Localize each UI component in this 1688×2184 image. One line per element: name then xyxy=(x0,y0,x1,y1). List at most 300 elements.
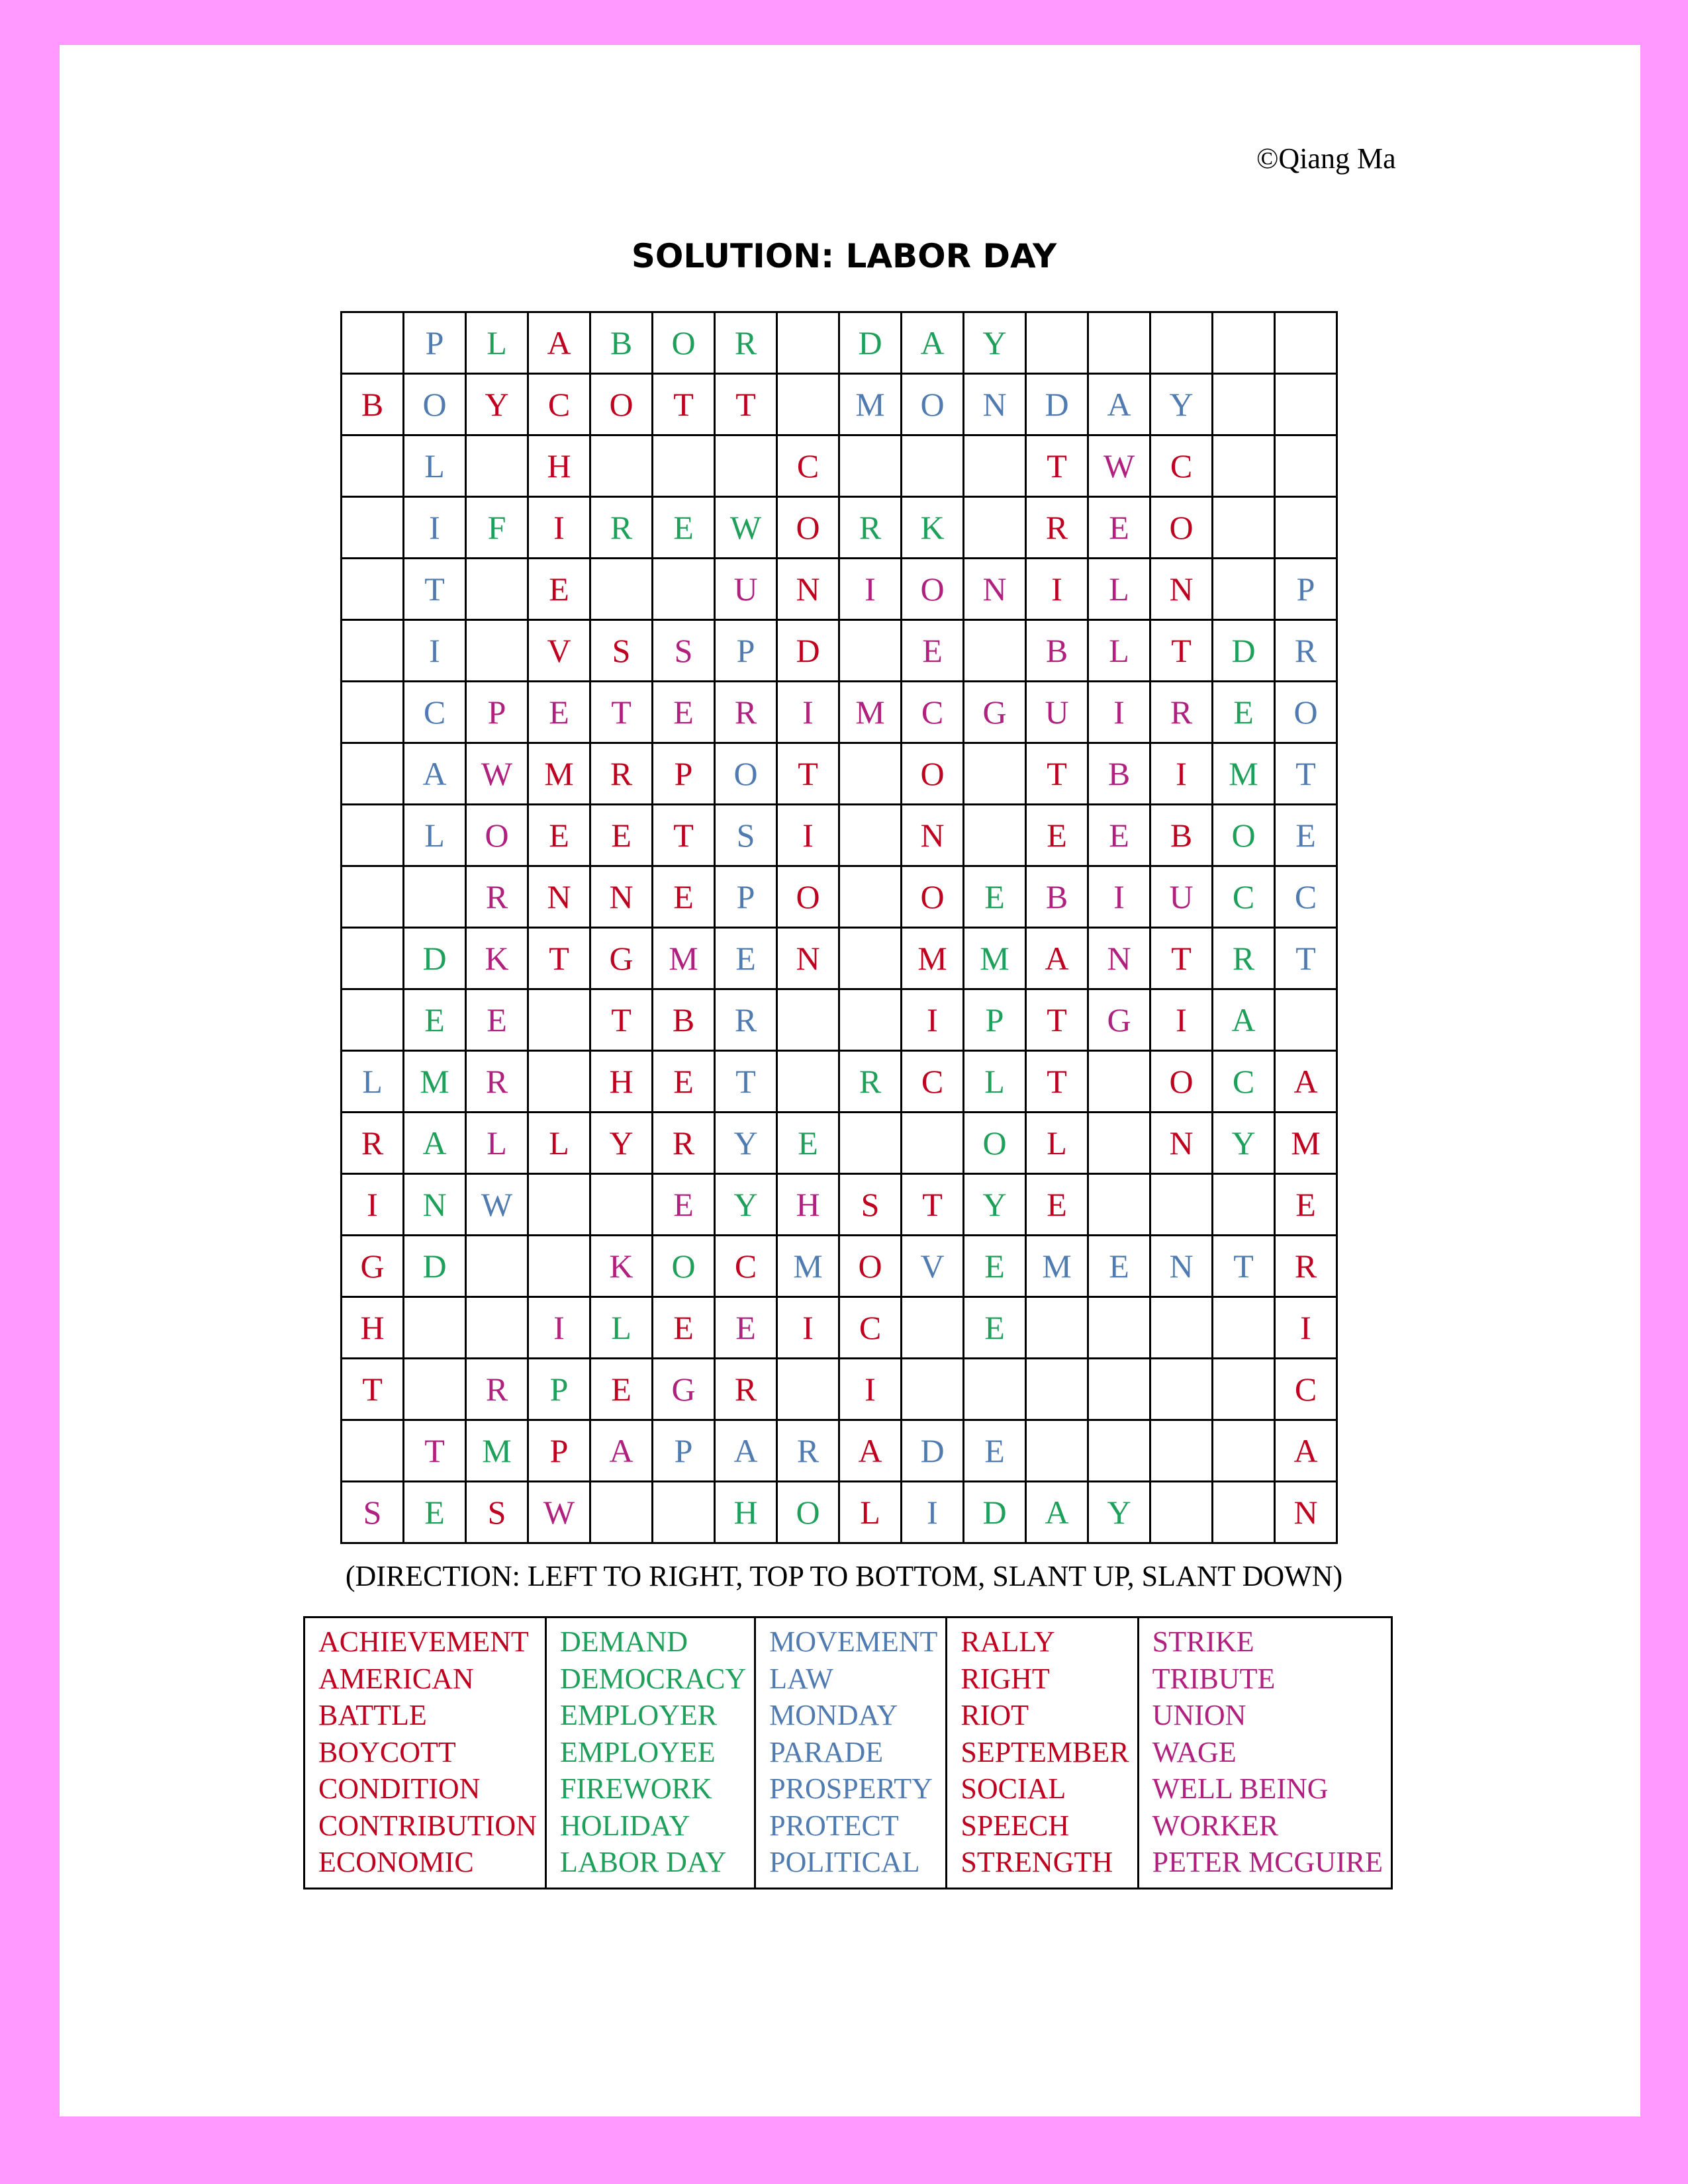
grid-cell: I xyxy=(839,559,902,620)
grid-cell: Y xyxy=(715,1113,777,1174)
grid-cell: E xyxy=(466,989,528,1051)
grid-cell: O xyxy=(902,374,964,435)
grid-cell: E xyxy=(653,682,715,743)
grid-cell xyxy=(964,805,1026,866)
word-list-item: PROTECT xyxy=(769,1809,899,1842)
grid-cell: R xyxy=(1275,620,1337,682)
grid-cell xyxy=(839,620,902,682)
grid-cell: N xyxy=(902,805,964,866)
grid-cell xyxy=(404,866,466,928)
grid-row xyxy=(342,866,1337,928)
grid-cell: O xyxy=(653,1236,715,1297)
word-list-item: SEPTEMBER xyxy=(961,1735,1129,1768)
grid-cell: R xyxy=(715,682,777,743)
grid-cell: W xyxy=(466,1174,528,1236)
word-list-column xyxy=(545,1617,755,1889)
grid-cell: A xyxy=(902,312,964,374)
word-list-item: STRENGTH xyxy=(961,1846,1113,1878)
grid-cell: A xyxy=(1026,928,1088,989)
grid-cell xyxy=(1026,1297,1088,1359)
grid-row xyxy=(342,435,1337,497)
grid-row xyxy=(342,374,1337,435)
grid-cell: W xyxy=(715,497,777,559)
grid-cell: N xyxy=(1275,1482,1337,1543)
grid-cell: C xyxy=(404,682,466,743)
word-list-item: MOVEMENT xyxy=(769,1625,938,1658)
grid-cell: I xyxy=(1275,1297,1337,1359)
grid-cell xyxy=(1213,497,1275,559)
word-list-item: SOCIAL xyxy=(961,1772,1066,1805)
grid-cell: T xyxy=(590,682,653,743)
grid-cell: R xyxy=(715,989,777,1051)
grid-cell: E xyxy=(404,1482,466,1543)
grid-cell: E xyxy=(715,928,777,989)
grid-row xyxy=(342,1482,1337,1543)
grid-cell: D xyxy=(839,312,902,374)
grid-cell: A xyxy=(528,312,590,374)
grid-cell: K xyxy=(902,497,964,559)
grid-cell: I xyxy=(777,1297,839,1359)
grid-cell xyxy=(964,435,1026,497)
grid-cell xyxy=(1275,374,1337,435)
grid-cell: R xyxy=(777,1420,839,1482)
grid-cell: E xyxy=(528,559,590,620)
grid-cell xyxy=(1088,1174,1150,1236)
grid-cell: Y xyxy=(964,312,1026,374)
grid-cell: E xyxy=(964,866,1026,928)
grid-cell: O xyxy=(777,1482,839,1543)
grid-cell: L xyxy=(404,435,466,497)
grid-cell xyxy=(466,435,528,497)
grid-cell: B xyxy=(1150,805,1213,866)
grid-cell: I xyxy=(342,1174,404,1236)
grid-cell: C xyxy=(1275,866,1337,928)
grid-cell xyxy=(777,374,839,435)
grid-cell: O xyxy=(404,374,466,435)
grid-cell: I xyxy=(1150,989,1213,1051)
grid-row xyxy=(342,1359,1337,1420)
grid-cell xyxy=(466,1236,528,1297)
grid-cell: P xyxy=(1275,559,1337,620)
grid-cell xyxy=(1213,1297,1275,1359)
word-list-item: POLITICAL xyxy=(769,1846,920,1878)
grid-row xyxy=(342,1174,1337,1236)
word-list-column xyxy=(1138,1617,1391,1889)
grid-cell: R xyxy=(653,1113,715,1174)
word-list-item: DEMOCRACY xyxy=(559,1662,747,1695)
grid-cell: D xyxy=(404,928,466,989)
word-list-item: CONTRIBUTION xyxy=(318,1809,537,1842)
grid-cell: G xyxy=(964,682,1026,743)
grid-row xyxy=(342,1420,1337,1482)
grid-cell: O xyxy=(653,312,715,374)
grid-cell xyxy=(1088,1051,1150,1113)
word-list-item: UNION xyxy=(1152,1699,1246,1731)
grid-cell xyxy=(342,620,404,682)
grid-cell: T xyxy=(404,1420,466,1482)
grid-cell: I xyxy=(1088,866,1150,928)
grid-cell xyxy=(1275,435,1337,497)
word-list-item: CONDITION xyxy=(318,1772,481,1805)
grid-cell xyxy=(964,497,1026,559)
grid-cell xyxy=(342,435,404,497)
grid-cell: A xyxy=(1088,374,1150,435)
grid-cell xyxy=(342,312,404,374)
word-list-item: FIREWORK xyxy=(559,1772,712,1805)
grid-cell xyxy=(342,989,404,1051)
grid-cell: O xyxy=(902,866,964,928)
grid-cell xyxy=(528,1236,590,1297)
grid-row xyxy=(342,928,1337,989)
grid-cell: N xyxy=(964,559,1026,620)
grid-cell: O xyxy=(1150,497,1213,559)
grid-cell: T xyxy=(342,1359,404,1420)
grid-cell: C xyxy=(1213,1051,1275,1113)
grid-cell: O xyxy=(777,866,839,928)
grid-cell xyxy=(1150,1174,1213,1236)
grid-cell: N xyxy=(1088,928,1150,989)
grid-cell xyxy=(1213,312,1275,374)
grid-cell: A xyxy=(1275,1051,1337,1113)
word-list-column xyxy=(947,1617,1138,1889)
word-list-item: ACHIEVEMENT xyxy=(318,1625,529,1658)
copyright-notice: ©Qiang Ma xyxy=(1256,142,1396,175)
grid-cell xyxy=(342,866,404,928)
grid-cell xyxy=(653,559,715,620)
grid-cell: G xyxy=(1088,989,1150,1051)
grid-cell xyxy=(777,1359,839,1420)
grid-cell: T xyxy=(1026,989,1088,1051)
grid-cell: E xyxy=(1213,682,1275,743)
grid-cell xyxy=(839,435,902,497)
grid-cell: I xyxy=(528,497,590,559)
grid-cell: R xyxy=(1213,928,1275,989)
grid-cell: E xyxy=(964,1236,1026,1297)
word-list-item: SPEECH xyxy=(961,1809,1070,1842)
grid-cell: E xyxy=(528,682,590,743)
grid-cell: H xyxy=(777,1174,839,1236)
grid-cell: H xyxy=(590,1051,653,1113)
grid-cell xyxy=(1088,1297,1150,1359)
grid-cell: T xyxy=(715,374,777,435)
grid-cell: U xyxy=(1026,682,1088,743)
grid-cell: M xyxy=(1026,1236,1088,1297)
word-list-item: TRIBUTE xyxy=(1152,1662,1276,1695)
grid-cell xyxy=(1026,1420,1088,1482)
word-list-item: DEMAND xyxy=(559,1625,688,1658)
grid-cell: D xyxy=(964,1482,1026,1543)
grid-cell: E xyxy=(902,620,964,682)
grid-cell: L xyxy=(342,1051,404,1113)
word-list-item: LAW xyxy=(769,1662,833,1695)
word-list-item: WAGE xyxy=(1152,1735,1237,1768)
grid-cell: E xyxy=(1275,1174,1337,1236)
grid-cell: C xyxy=(902,682,964,743)
grid-cell: V xyxy=(528,620,590,682)
grid-cell xyxy=(1088,1359,1150,1420)
grid-cell xyxy=(1275,312,1337,374)
grid-cell: A xyxy=(1275,1420,1337,1482)
grid-cell: B xyxy=(1026,620,1088,682)
grid-cell: R xyxy=(590,497,653,559)
word-list xyxy=(303,1616,1393,1889)
word-list-column xyxy=(755,1617,947,1889)
word-list-item: PARADE xyxy=(769,1735,884,1768)
word-list-item: EMPLOYEE xyxy=(559,1735,716,1768)
grid-cell: R xyxy=(1275,1236,1337,1297)
grid-cell: C xyxy=(1213,866,1275,928)
grid-cell: T xyxy=(1275,743,1337,805)
grid-cell xyxy=(902,1113,964,1174)
grid-cell: R xyxy=(1150,682,1213,743)
grid-cell: F xyxy=(466,497,528,559)
grid-cell: P xyxy=(528,1420,590,1482)
grid-cell: K xyxy=(466,928,528,989)
word-list-item: PROSPERTY xyxy=(769,1772,933,1805)
word-list-item: RIGHT xyxy=(961,1662,1050,1695)
grid-cell: P xyxy=(653,1420,715,1482)
grid-cell xyxy=(964,1359,1026,1420)
grid-cell xyxy=(839,928,902,989)
grid-cell: E xyxy=(1275,805,1337,866)
grid-cell: G xyxy=(653,1359,715,1420)
grid-cell xyxy=(1275,989,1337,1051)
grid-cell: T xyxy=(528,928,590,989)
grid-cell xyxy=(964,620,1026,682)
grid-cell: B xyxy=(342,374,404,435)
grid-cell: Y xyxy=(964,1174,1026,1236)
grid-cell: H xyxy=(528,435,590,497)
grid-cell: M xyxy=(839,374,902,435)
grid-cell: C xyxy=(1275,1359,1337,1420)
grid-cell: O xyxy=(466,805,528,866)
grid-cell: I xyxy=(528,1297,590,1359)
grid-cell: E xyxy=(964,1420,1026,1482)
grid-cell: O xyxy=(902,559,964,620)
grid-cell: P xyxy=(964,989,1026,1051)
grid-cell: M xyxy=(839,682,902,743)
grid-cell xyxy=(653,1482,715,1543)
grid-cell xyxy=(1026,312,1088,374)
grid-cell: O xyxy=(839,1236,902,1297)
grid-cell: I xyxy=(404,497,466,559)
grid-cell: O xyxy=(590,374,653,435)
grid-row xyxy=(342,312,1337,374)
grid-cell xyxy=(342,1420,404,1482)
grid-cell: E xyxy=(653,1297,715,1359)
grid-cell: T xyxy=(902,1174,964,1236)
grid-cell: Y xyxy=(1213,1113,1275,1174)
grid-cell: E xyxy=(590,1359,653,1420)
grid-cell: U xyxy=(1150,866,1213,928)
grid-cell: L xyxy=(839,1482,902,1543)
grid-cell: R xyxy=(715,1359,777,1420)
grid-cell: S xyxy=(590,620,653,682)
grid-cell: E xyxy=(590,805,653,866)
grid-cell: S xyxy=(342,1482,404,1543)
grid-cell: C xyxy=(902,1051,964,1113)
grid-cell: E xyxy=(964,1297,1026,1359)
grid-cell: L xyxy=(404,805,466,866)
grid-cell: G xyxy=(590,928,653,989)
grid-cell xyxy=(1213,559,1275,620)
grid-cell: B xyxy=(1026,866,1088,928)
grid-cell: R xyxy=(466,866,528,928)
grid-cell: Y xyxy=(590,1113,653,1174)
word-list-item: PETER MCGUIRE xyxy=(1152,1846,1383,1878)
grid-cell: T xyxy=(1026,743,1088,805)
grid-row xyxy=(342,497,1337,559)
grid-cell xyxy=(590,435,653,497)
grid-cell: Y xyxy=(466,374,528,435)
grid-cell xyxy=(839,805,902,866)
grid-cell: W xyxy=(466,743,528,805)
grid-cell: L xyxy=(1088,620,1150,682)
grid-row xyxy=(342,1236,1337,1297)
grid-cell: O xyxy=(1150,1051,1213,1113)
grid-cell: M xyxy=(404,1051,466,1113)
grid-cell: R xyxy=(839,1051,902,1113)
grid-cell: R xyxy=(1026,497,1088,559)
grid-cell: I xyxy=(1088,682,1150,743)
grid-cell xyxy=(653,435,715,497)
grid-cell: B xyxy=(653,989,715,1051)
grid-cell: T xyxy=(404,559,466,620)
grid-cell: D xyxy=(777,620,839,682)
grid-cell: I xyxy=(902,1482,964,1543)
grid-cell xyxy=(466,620,528,682)
grid-cell: Y xyxy=(1150,374,1213,435)
grid-cell: I xyxy=(777,682,839,743)
grid-cell xyxy=(777,1051,839,1113)
grid-cell: T xyxy=(653,374,715,435)
grid-cell: D xyxy=(1213,620,1275,682)
grid-cell: T xyxy=(1150,928,1213,989)
grid-cell: M xyxy=(902,928,964,989)
grid-cell: N xyxy=(1150,559,1213,620)
grid-cell: L xyxy=(590,1297,653,1359)
grid-cell xyxy=(1150,1297,1213,1359)
grid-cell xyxy=(1213,1482,1275,1543)
grid-cell: N xyxy=(404,1174,466,1236)
grid-cell xyxy=(590,1482,653,1543)
grid-cell: N xyxy=(1150,1236,1213,1297)
grid-cell: S xyxy=(715,805,777,866)
grid-cell: S xyxy=(839,1174,902,1236)
grid-cell: N xyxy=(1150,1113,1213,1174)
grid-cell: O xyxy=(715,743,777,805)
grid-cell xyxy=(528,1174,590,1236)
grid-cell: P xyxy=(653,743,715,805)
grid-cell xyxy=(1088,1113,1150,1174)
grid-cell xyxy=(404,1359,466,1420)
grid-cell xyxy=(342,497,404,559)
grid-cell: R xyxy=(342,1113,404,1174)
grid-cell: D xyxy=(1026,374,1088,435)
grid-cell: E xyxy=(715,1297,777,1359)
word-list-item: WELL BEING xyxy=(1152,1772,1329,1805)
grid-cell: K xyxy=(590,1236,653,1297)
grid-cell xyxy=(1088,1420,1150,1482)
grid-cell: A xyxy=(1213,989,1275,1051)
grid-cell: A xyxy=(590,1420,653,1482)
grid-cell: E xyxy=(1088,497,1150,559)
grid-cell: C xyxy=(1150,435,1213,497)
word-list-item: STRIKE xyxy=(1152,1625,1254,1658)
grid-cell xyxy=(902,1359,964,1420)
word-list-item: MONDAY xyxy=(769,1699,898,1731)
grid-cell: O xyxy=(964,1113,1026,1174)
word-list-item: BOYCOTT xyxy=(318,1735,456,1768)
grid-cell: N xyxy=(528,866,590,928)
grid-cell: E xyxy=(1088,1236,1150,1297)
grid-cell: E xyxy=(1026,805,1088,866)
grid-cell: P xyxy=(715,866,777,928)
grid-cell xyxy=(1150,1482,1213,1543)
grid-cell: L xyxy=(1088,559,1150,620)
grid-cell xyxy=(1213,1420,1275,1482)
grid-cell: I xyxy=(404,620,466,682)
grid-cell: R xyxy=(466,1051,528,1113)
grid-cell xyxy=(839,866,902,928)
grid-cell: E xyxy=(1026,1174,1088,1236)
grid-cell xyxy=(1026,1359,1088,1420)
grid-cell: P xyxy=(404,312,466,374)
grid-cell xyxy=(902,1297,964,1359)
grid-cell xyxy=(528,989,590,1051)
grid-cell xyxy=(590,559,653,620)
grid-row xyxy=(342,1051,1337,1113)
grid-cell: T xyxy=(1026,1051,1088,1113)
grid-cell xyxy=(777,989,839,1051)
grid-cell xyxy=(1275,497,1337,559)
grid-cell: B xyxy=(590,312,653,374)
word-list-column xyxy=(305,1617,546,1889)
page-title: SOLUTION: LABOR DAY xyxy=(631,237,1057,275)
grid-cell: E xyxy=(653,1174,715,1236)
word-search-grid xyxy=(340,311,1338,1544)
grid-cell: G xyxy=(342,1236,404,1297)
grid-cell: C xyxy=(528,374,590,435)
grid-row xyxy=(342,1113,1337,1174)
grid-cell xyxy=(1088,312,1150,374)
grid-cell: A xyxy=(1026,1482,1088,1543)
grid-cell: L xyxy=(466,312,528,374)
grid-cell: A xyxy=(404,743,466,805)
grid-cell xyxy=(1213,435,1275,497)
grid-cell xyxy=(1213,374,1275,435)
grid-cell: A xyxy=(404,1113,466,1174)
grid-cell: E xyxy=(653,497,715,559)
grid-cell: Y xyxy=(1088,1482,1150,1543)
word-list-item: WORKER xyxy=(1152,1809,1279,1842)
grid-cell: P xyxy=(715,620,777,682)
word-list-item: EMPLOYER xyxy=(559,1699,718,1731)
word-list-item: ECONOMIC xyxy=(318,1846,474,1878)
grid-cell: O xyxy=(902,743,964,805)
grid-cell: M xyxy=(653,928,715,989)
grid-cell xyxy=(777,312,839,374)
grid-cell: I xyxy=(1150,743,1213,805)
grid-cell: M xyxy=(528,743,590,805)
grid-cell xyxy=(590,1174,653,1236)
grid-cell: T xyxy=(653,805,715,866)
grid-cell: H xyxy=(715,1482,777,1543)
grid-row xyxy=(342,805,1337,866)
grid-cell: N xyxy=(964,374,1026,435)
grid-cell: C xyxy=(839,1297,902,1359)
grid-cell: I xyxy=(839,1359,902,1420)
